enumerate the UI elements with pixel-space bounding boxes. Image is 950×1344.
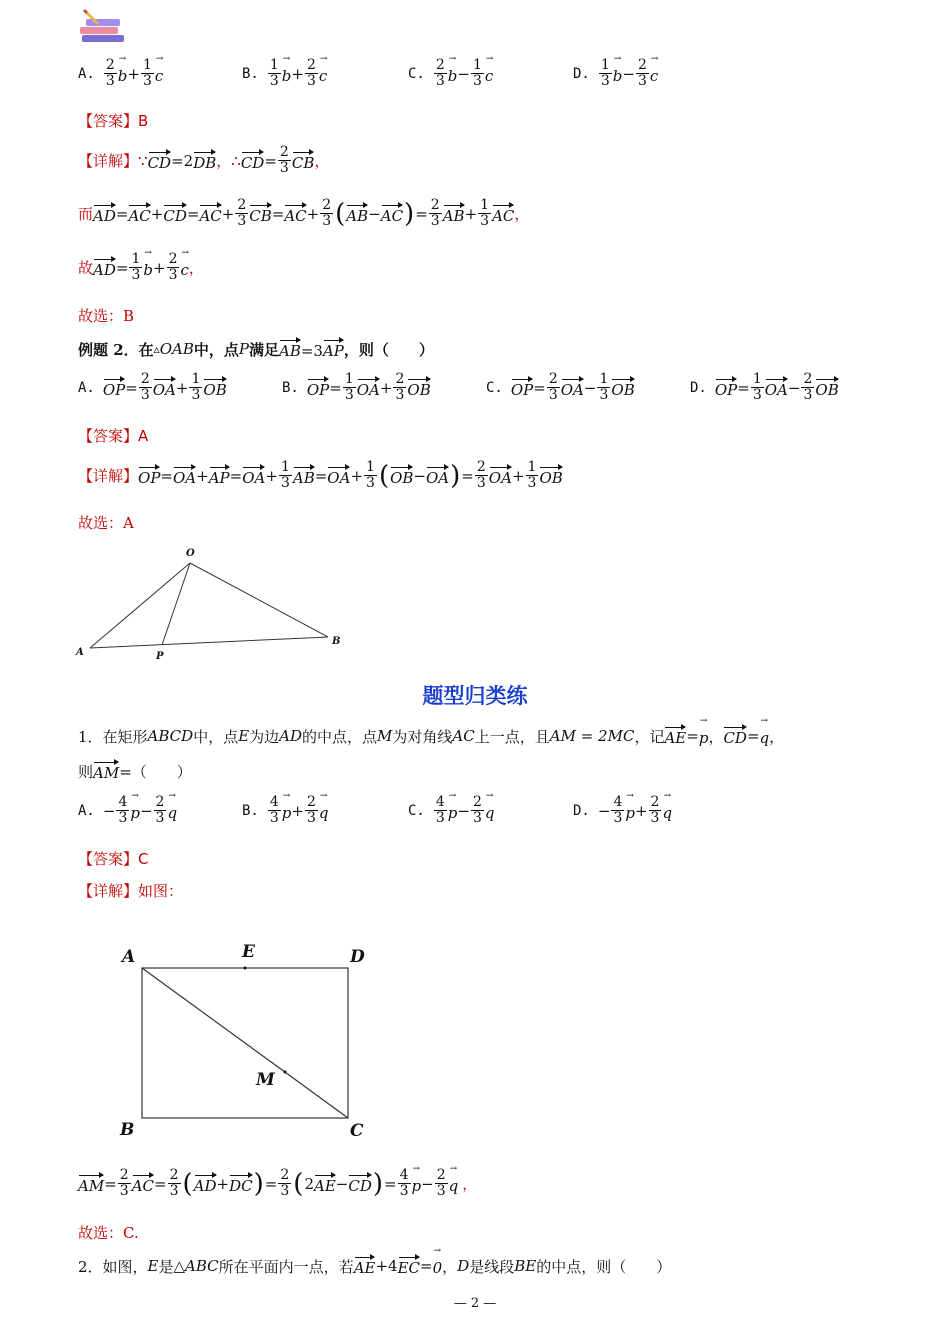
answer-line: 【答案】 B: [78, 111, 149, 130]
page-number: — 2 —: [453, 1296, 497, 1311]
detail-line-1: 【详解】 ∵ CD =2 DB ， ∴ CD = $\frac{2}{3}$ CB ，: [78, 144, 330, 176]
label-o: O: [186, 548, 195, 559]
q1-option-c: C. $\frac{4}{3}$ p → − $\frac{2}{3}$ q →: [408, 795, 495, 826]
q1-option-a: A. − $\frac{4}{3}$ p → − $\frac{2}{3}$ q →: [78, 795, 177, 826]
label-c: C: [350, 1121, 364, 1141]
q1-stem-line-2: 则 AM =（ ）: [78, 760, 192, 782]
rectangle-abcd-figure: [110, 935, 380, 1145]
ex2-detail-line: 【详解】 OP = OA + AP = OA + $\frac{1}{3}$ AB = OA + $\frac{1}{3}$ ( OB − OA ) = $\frac{2}{3}$ OA + $\frac{1}{3}$ OB: [78, 459, 563, 491]
label-d: D: [350, 947, 365, 967]
label-m: M: [256, 1070, 275, 1090]
books-pencil-icon: [78, 8, 128, 50]
section-title: 题型归类练: [422, 684, 528, 708]
detail-line-3: 故 AD = $\frac{1}{3}$ b → + $\frac{2}{3}$ c → ，: [78, 252, 204, 283]
label-a: A: [122, 947, 136, 967]
q2-stem-line: 2．如图， E 是 △ABC 所在平面内一点，若 AE +4 EC = 0 → ， D 是线段 BE 的中点，则（ ）: [78, 1255, 671, 1277]
ex2-option-a: A. OP = $\frac{2}{3}$ OA + $\frac{1}{3}$ OB: [78, 371, 227, 403]
ex2-option-d: D. OP = $\frac{1}{3}$ OA − $\frac{2}{3}$ OB: [690, 371, 839, 403]
ex2-conclusion-line: 故选：A: [78, 514, 134, 532]
option-d: D. $\frac{1}{3}$ b → − $\frac{2}{3}$ c →: [573, 58, 658, 89]
label-a: A: [76, 647, 84, 658]
ex2-answer-line: 【答案】 A: [78, 426, 149, 445]
option-c: C. $\frac{2}{3}$ b → − $\frac{1}{3}$ c →: [408, 58, 493, 89]
example2-stem: 例题 2．在 ▵ OAB 中，点 P 满足 AB=3AP ，则（ ）: [78, 340, 434, 360]
label-b: B: [120, 1120, 135, 1140]
q1-solution-line: AM = $\frac{2}{3}$ AC = $\frac{2}{3}$ ( AD + DC ) = $\frac{2}{3}$ ( 2 AE − CD ) = $\frac{4}{3}$ p → − $\frac{2}{3}$ q → ，: [78, 1168, 477, 1199]
q1-conclusion-line: 故选：C.: [78, 1224, 139, 1242]
q1-stem-line-1: 1．在矩形 ABCD 中，点 E 为边 AD 的中点，点 M 为对角线 AC 上一点，且 AM = 2MC ，记 AE = p → ， CD = q → ，: [78, 725, 784, 747]
option-b: B. $\frac{1}{3}$ b → + $\frac{2}{3}$ c →: [242, 58, 327, 89]
triangle-oab-figure: [70, 545, 360, 670]
detail-line-2: 而 AD = AC + CD = AC + $\frac{2}{3}$ CB = AC + $\frac{2}{3}$ ( AB − AC ) = $\frac{2}{3}$ AB + $\frac{1}{3}$ AC ，: [78, 197, 530, 229]
ex2-option-c: C. OP = $\frac{2}{3}$ OA − $\frac{1}{3}$ OB: [486, 371, 635, 403]
ex2-option-b: B. OP = $\frac{1}{3}$ OA + $\frac{2}{3}$ OB: [282, 371, 431, 403]
q1-detail-line: 【详解】 如图：: [78, 882, 184, 900]
label-p: P: [156, 651, 164, 662]
q1-answer-line: 【答案】 C: [78, 849, 149, 868]
label-e: E: [242, 942, 255, 962]
label-b: B: [332, 636, 341, 647]
q1-option-d: D. − $\frac{4}{3}$ p → + $\frac{2}{3}$ q →: [573, 795, 672, 826]
option-a: A. $\frac{2}{3}$ b → + $\frac{1}{3}$ c →: [78, 58, 163, 89]
conclusion-line: 故选：B: [78, 307, 135, 325]
q1-option-b: B. $\frac{4}{3}$ p → + $\frac{2}{3}$ q →: [242, 795, 329, 826]
